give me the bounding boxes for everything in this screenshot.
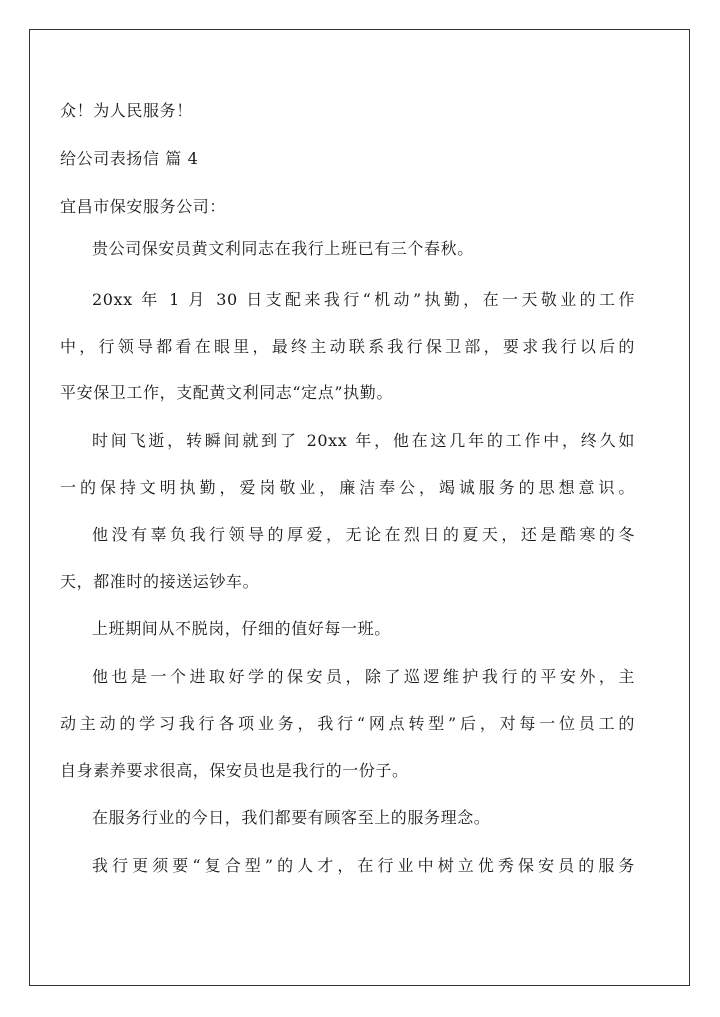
page-border <box>29 29 690 986</box>
paragraph-line: 平安保卫工作，支配黄文利同志“定点”执勤。 <box>60 383 393 402</box>
paragraph-line: 上班期间从不脱岗，仔细的值好每一班。 <box>92 619 391 638</box>
paragraph-line: 动主动的学习我行各项业务，我行“网点转型”后，对每一位员工的 <box>60 714 635 733</box>
paragraph-line: 他也是一个进取好学的保安员，除了巡逻维护我行的平安外，主 <box>92 667 635 686</box>
paragraph-line: 天，都准时的接送运钞车。 <box>60 572 260 591</box>
paragraph-line: 在服务行业的今日，我们都要有顾客至上的服务理念。 <box>92 808 491 827</box>
salutation: 宜昌市保安服务公司： <box>60 197 227 216</box>
letter-heading: 给公司表扬信 篇 4 <box>60 149 199 168</box>
paragraph-line: 贵公司保安员黄文利同志在我行上班已有三个春秋。 <box>92 239 474 258</box>
paragraph-line: 我行更须要“复合型”的人才，在行业中树立优秀保安员的服务 <box>92 856 635 875</box>
paragraph-line: 20xx 年 1 月 30 日支配来我行“机动”执勤，在一天敬业的工作 <box>92 290 635 309</box>
paragraph-line: 中，行领导都看在眼里，最终主动联系我行保卫部，要求我行以后的 <box>60 337 635 356</box>
paragraph-line: 一的保持文明执勤，爱岗敬业，廉洁奉公，竭诚服务的思想意识。 <box>60 478 635 497</box>
text-line: 众！为人民服务！ <box>60 101 193 120</box>
paragraph-line: 自身素养要求很高，保安员也是我行的一份子。 <box>60 761 409 780</box>
paragraph-line: 时间飞逝，转瞬间就到了 20xx 年，他在这几年的工作中，终久如 <box>92 431 635 450</box>
paragraph-line: 他没有辜负我行领导的厚爱，无论在烈日的夏天，还是酷寒的冬 <box>92 525 635 544</box>
